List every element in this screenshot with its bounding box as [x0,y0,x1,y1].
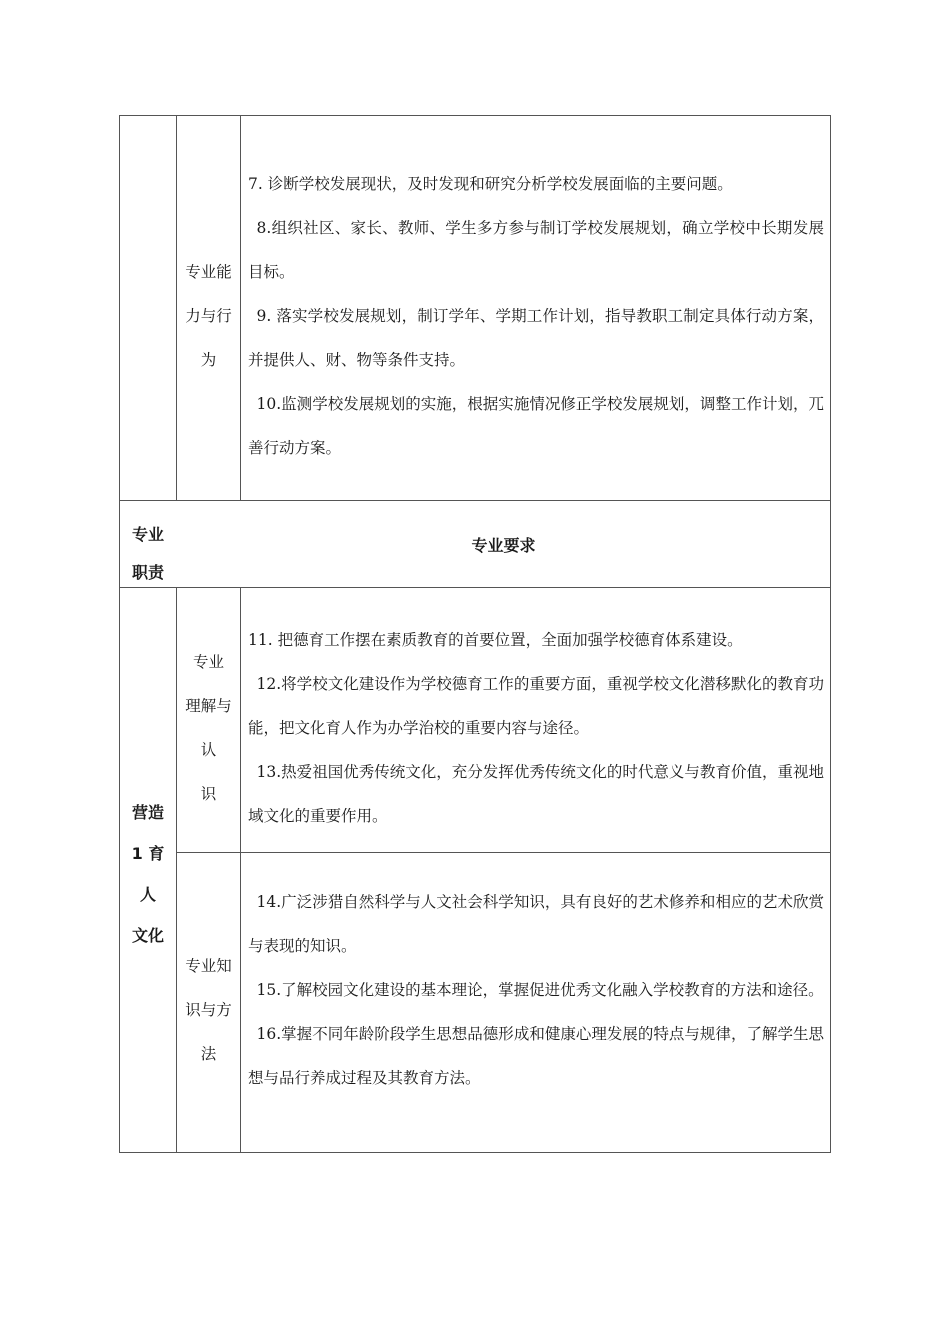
category-line: 力与行 [185,307,232,325]
table-border-top [119,115,831,116]
requirement-item: 11. 把德育工作摆在素质教育的首要位置，全面加强学校德育体系建设。 [248,631,743,649]
requirement-item: 13.热爱祖国优秀传统文化，充分发挥优秀传统文化的时代意义与教育价值，重视地域文化的重要作用。 [248,763,824,825]
row-divider-sub [176,852,831,853]
col-divider-2-top [240,115,241,500]
requirement-item: 16.掌握不同年龄阶段学生思想品德形成和健康心理发展的特点与规律，了解学生思想与品行养成过程及其教育方法。 [248,1025,824,1087]
section2-responsibility-cell [120,792,176,956]
requirement-item: 15.了解校园文化建设的基本理论，掌握促进优秀文化融入学校教育的方法和途径。 [256,981,824,999]
category-line: 认 [200,741,217,759]
col-divider-2-bottom [240,587,241,1153]
category-line: 识 [200,785,217,803]
header-line: 专业 [131,525,164,544]
requirement-item: 9. 落实学校发展规划，制订学年、学期工作计划，指导教职工制定具体行动方案，并提供人、财、物等条件支持。 [248,307,824,369]
requirement-item: 14.广泛涉猎自然科学与人文社会科学知识，具有良好的艺术修养和相应的艺术欣赏与表现的知识。 [248,893,824,955]
responsibility-line: 人 [139,885,156,904]
section2-sub2-requirements [248,880,824,1100]
section1-requirements [248,162,824,470]
responsibility-line: 1 育 [131,844,165,863]
header-requirements-title [177,501,830,587]
category-line: 专业知 [185,957,232,975]
requirement-item: 7. 诊断学校发展现状，及时发现和研究分析学校发展面临的主要问题。 [248,175,733,193]
requirement-item: 12.将学校文化建设作为学校德育工作的重要方面，重视学校文化潜移默化的教育功能，把文化育人作为办学治校的重要内容与途径。 [248,675,824,737]
category-line: 法 [200,1045,217,1063]
table-border-right [830,115,831,1153]
category-line: 理解与 [185,697,232,715]
section1-category-cell [177,250,240,382]
responsibility-line: 文化 [131,926,164,945]
header-title: 专业要求 [471,535,536,555]
section2-sub2-category-cell [177,944,240,1076]
requirement-item: 10.监测学校发展规划的实施，根据实施情况修正学校发展规划，调整工作计划，兀善行动方案。 [248,395,824,457]
section2-sub1-requirements [248,618,824,838]
category-line: 识与方 [185,1001,232,1019]
section2-sub1-category-cell [177,640,240,816]
table-border-bottom [119,1152,831,1153]
row-divider-header-bottom [119,587,831,588]
responsibility-line: 营造 [131,803,164,822]
requirement-item: 8.组织社区、家长、教师、学生多方参与制订学校发展规划，确立学校中长期发展目标。 [248,219,824,281]
header-line: 职责 [131,563,164,582]
category-line: 专业能 [185,263,232,281]
table-border-left [119,115,120,1153]
header-responsibility-cell [120,516,176,592]
category-line: 为 [200,351,217,369]
category-line: 专业 [192,653,224,671]
